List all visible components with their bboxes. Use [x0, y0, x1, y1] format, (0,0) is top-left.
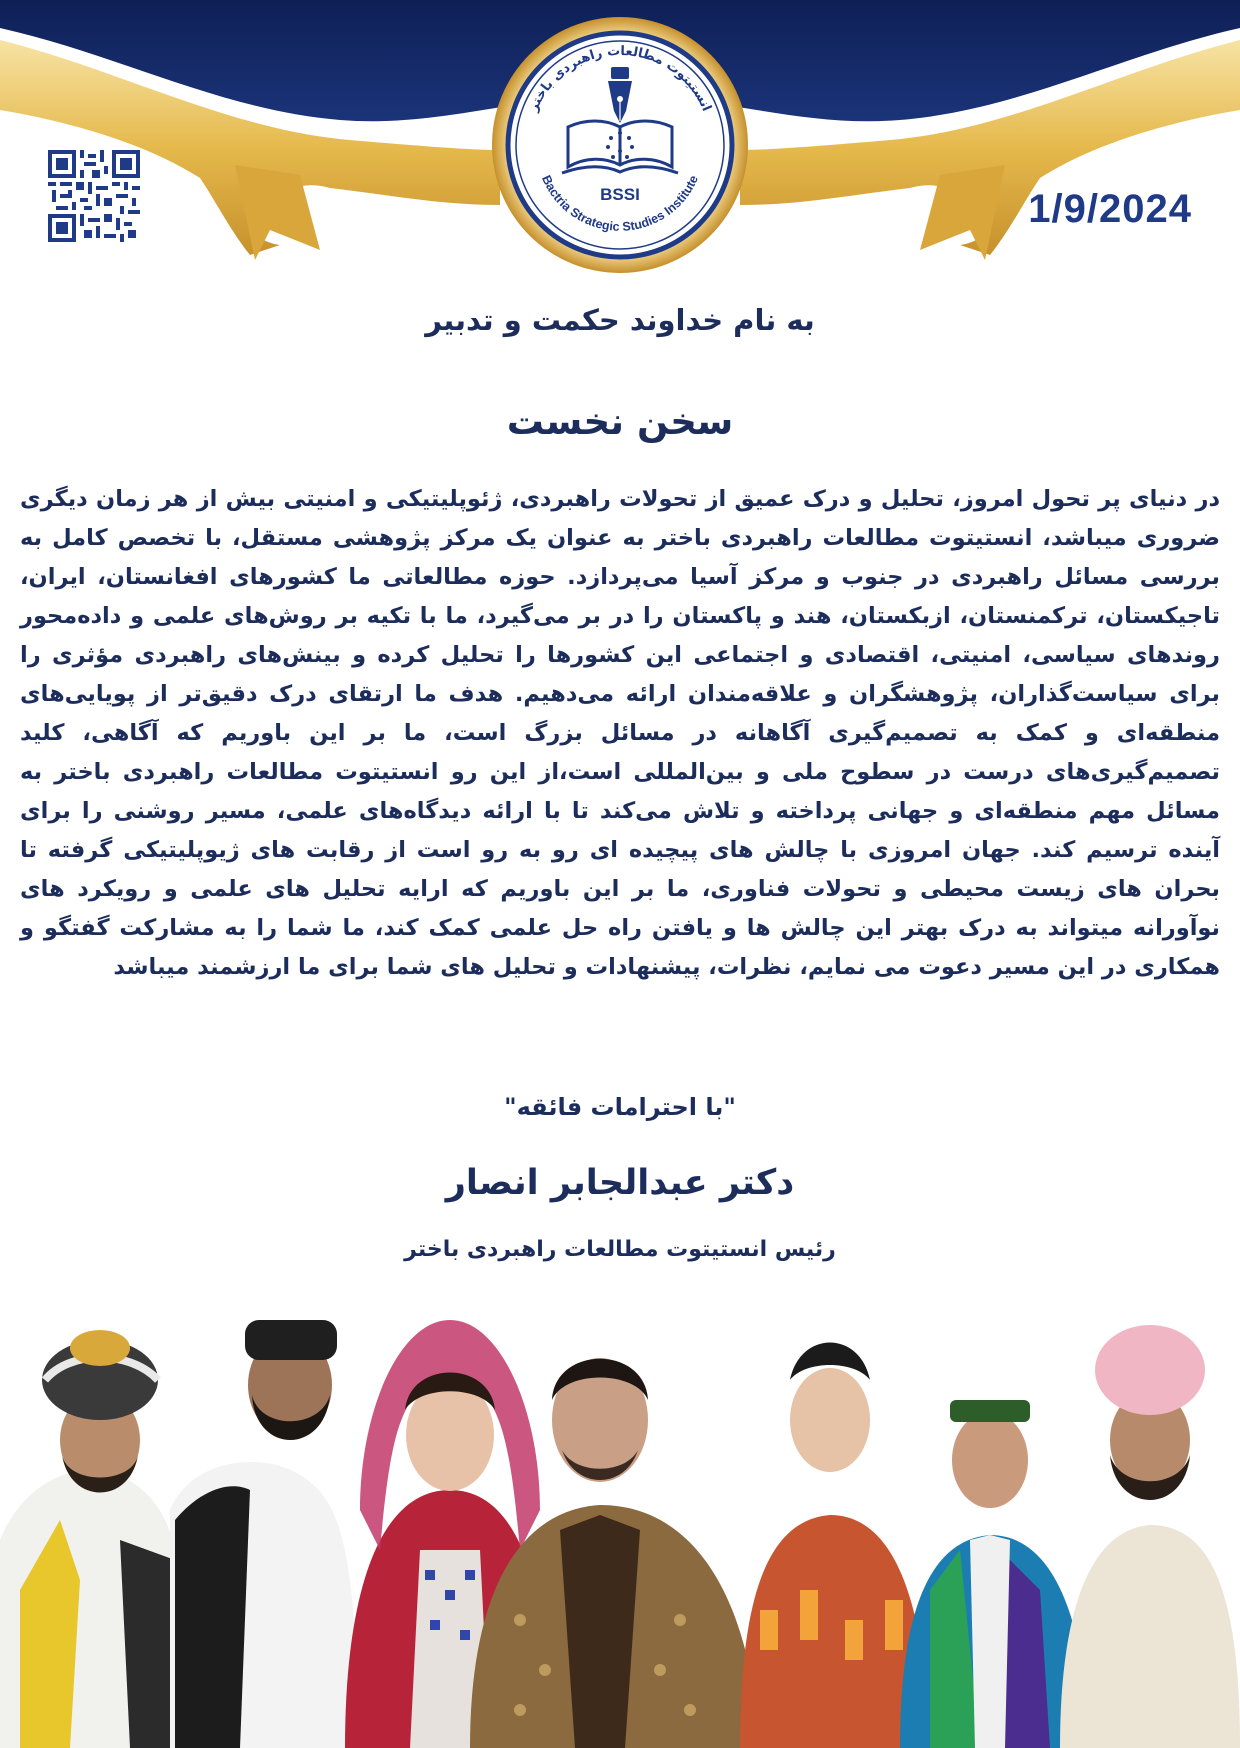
people-photo-collage [0, 1290, 1240, 1748]
bismillah-line: به نام خداوند حکمت و تدبیر [425, 303, 815, 337]
bssi-logo [490, 15, 750, 275]
qr-code [48, 150, 140, 242]
signatory-name: دکتر عبدالجابر انصار [445, 1163, 795, 1203]
logo-abbreviation: BSSI [600, 185, 640, 204]
document-date: 1/9/2024 [1028, 187, 1192, 231]
letter-body: در دنیای پر تحول امروز، تحلیل و درک عمیق از تحولات راهبردی، ژئوپلیتیکی و امنیتی بیش از هر زمان دیگری ضروری میباشد، انستیتوت مطالعات راهبردی باختر به عنوان یک مرکز پژوهشی مستقل، با تخصص کامل به بررسی مسائل راهبردی در جنوب و مرکز آسیا می‌پردازد. حوزه مطالعاتی ما کشورهای افغانستان، ایران، تاجیکستان، ترکمنستان، ازبکستان، هند و پاکستان را در بر می‌گیرد، ما با تکیه بر روش‌های علمی و داده‌محور روندهای سیاسی، امنیتی، اقتصادی و اجتماعی این کشورها را تحلیل کرده و بینش‌های راهبردی مؤثری را برای سیاست‌گذاران، پژوهشگران و علاقه‌مندان ارائه می‌دهیم. هدف ما ارتقای درک دقیق‌تر از پویایی‌های منطقه‌ای و کمک به تصمیم‌گیری آگاهانه در مسائل بزرگ است، ما بر این باوریم که آگاهی، کلید تصمیم‌گیری‌های درست در سطوح ملی و بین‌المللی است،از این رو انستیتوت مطالعات راهبردی باختر به مسائل مهم منطقه‌ای و جهانی پرداخته و تلاش می‌کند تا با ارائه دیدگاه‌های علمی، مسیر روشنی را برای آینده ترسیم کند. جهان امروزی با چالش های پیچیده ای رو به رو است از رقابت های ژیوپلیتیکی گرفته تا بحران های زیست محیطی و تحولات فناوری، ما بر این باوریم که ارایه تحلیل های علمی و رویکرد های نوآورانه میتواند به درک بهتر این چالش ها و یافتن راه حل علمی کمک کند، ما شما را به مشارکت گفتگو و همکاری در این مسیر دعوت می نمایم، نظرات، پیشنهادات و تحلیل های شما برای ما ارزشمند میباشد [20, 486, 1220, 980]
person-afghan-figure [0, 1330, 190, 1748]
person-sikh-man-figure [1060, 1325, 1240, 1748]
logo-arc-text: انستیتوت مطالعات راهبردی باختر [526, 43, 714, 114]
person-pashtun-figure [170, 1320, 360, 1748]
person-turkmen-man-figure [900, 1400, 1090, 1748]
closing-regards: "با احترامات فائقه" [504, 1093, 736, 1121]
letter-heading: سخن نخست [506, 400, 734, 443]
logo-english-name: Bactria Strategic Studies Institute [539, 173, 701, 234]
signatory-title: رئیس انستیتوت مطالعات راهبردی باختر [404, 1237, 836, 1262]
person-uzbek-woman-figure [740, 1343, 930, 1748]
